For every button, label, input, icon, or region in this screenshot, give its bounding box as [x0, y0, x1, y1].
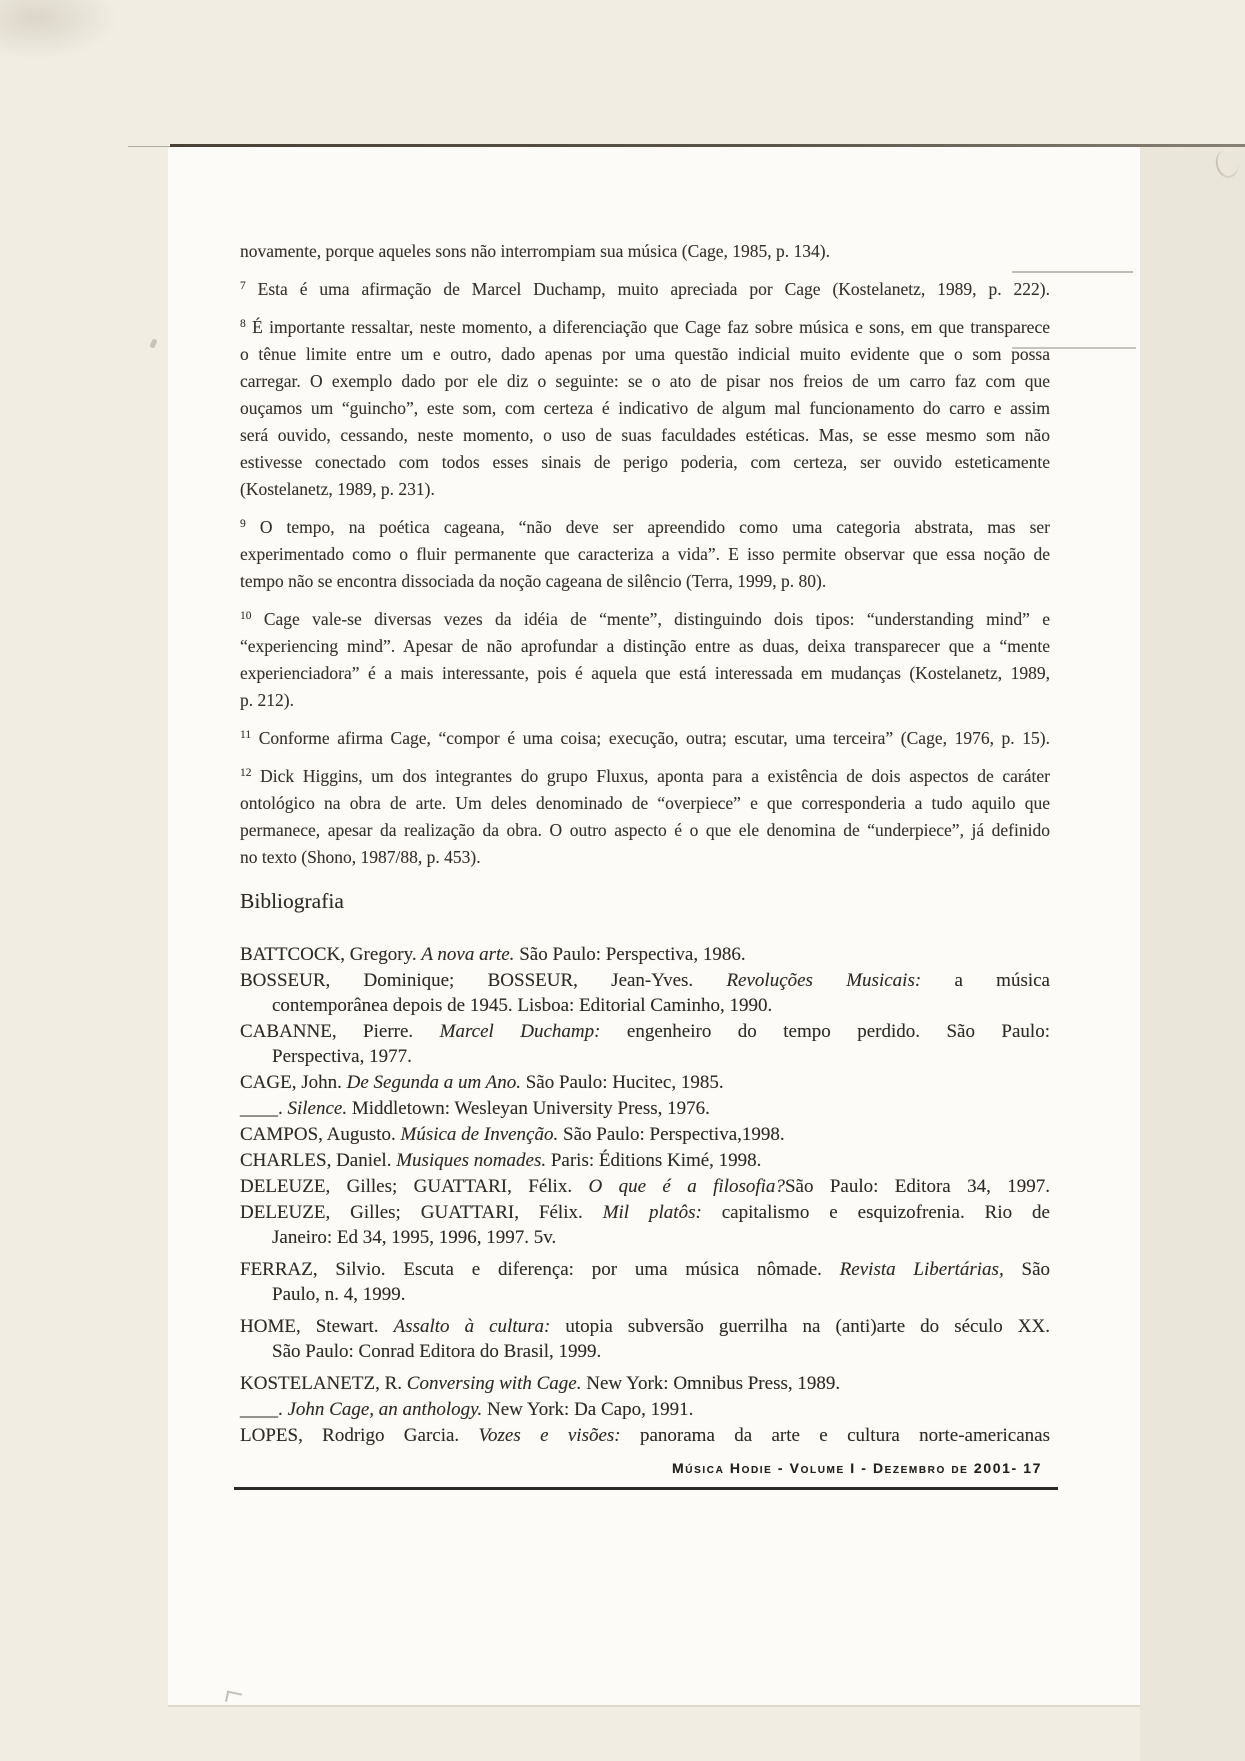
page-top-edge-line: [170, 144, 1245, 147]
text-segment: (Kostelanetz, 1989, p. 231).: [240, 479, 435, 499]
text-line: [240, 449, 1050, 476]
text-segment: será ouvido, cessando, neste momento, o uso de suas faculdades estéticas. Mas, se esse mesmo som não: [240, 425, 1050, 445]
text-line: [240, 844, 1050, 871]
text-segment: HOME, Stewart.: [240, 1316, 394, 1337]
text-line: [240, 1070, 1050, 1095]
text-segment: CAGE, John.: [240, 1072, 347, 1093]
text-segment: capitalismo e esquizofrenia. Rio de: [701, 1202, 1050, 1223]
text-line: [240, 1148, 1050, 1173]
text-segment: LOPES, Rodrigo Garcia.: [240, 1425, 479, 1446]
footnote: [240, 311, 1050, 503]
text-segment: novamente, porque aqueles sons não interrompiam sua música (Cage, 1985, p. 134).: [240, 241, 830, 261]
bibliography-entry: [240, 1314, 1050, 1364]
text-segment: permanece, apesar da realização da obra. O outro aspecto é o que ele denomina de “underpiece”, já definido: [240, 820, 1050, 840]
text-line: [240, 1314, 1050, 1339]
text-segment: tempo não se encontra dissociada da noção cageana de silêncio (Terra, 1999, p. 80).: [240, 571, 827, 591]
scan-corner-smudge: [0, 0, 120, 60]
text-line: [240, 1019, 1050, 1044]
work-title: Assalto à cultura:: [393, 1316, 551, 1337]
work-title: De Segunda a um Ano.: [346, 1072, 521, 1093]
text-segment: no texto (Shono, 1987/88, p. 453).: [240, 847, 481, 867]
bibliography-entry: [240, 1148, 1050, 1173]
bibliography-entry: [240, 1257, 1050, 1307]
text-segment: “experiencing mind”. Apesar de não aprofundar a distinção entre as duas, deixa transparecer que a “mente: [240, 636, 1050, 656]
footnote-number: 9: [240, 518, 246, 530]
bibliography-entry: [240, 1096, 1050, 1121]
text-line: [240, 238, 1050, 265]
text-segment: É importante ressaltar, neste momento, a diferenciação que Cage faz sobre música e sons, em que transparece: [245, 317, 1050, 337]
text-segment: São Paulo: Perspectiva,1998.: [558, 1124, 785, 1145]
text-segment: Middletown: Wesleyan University Press, 1976.: [347, 1098, 710, 1119]
work-title: Silence.: [287, 1098, 348, 1119]
text-segment: O tempo, na poética cageana, “não deve ser apreendido como uma categoria abstrata, mas ser: [245, 517, 1050, 537]
text-line: [240, 368, 1050, 395]
text-segment: KOSTELANETZ, R.: [240, 1373, 407, 1394]
text-line: [240, 1225, 1050, 1250]
bibliography-entry: [240, 1174, 1050, 1199]
work-title: Vozes e visões:: [478, 1425, 621, 1446]
text-segment: contemporânea depois de 1945. Lisboa: Editorial Caminho, 1990.: [272, 995, 773, 1016]
text-line: [240, 942, 1050, 967]
bibliography-entry: [240, 1122, 1050, 1147]
footnotes-block: [240, 238, 1050, 879]
text-line: [240, 311, 1050, 341]
text-line: [240, 687, 1050, 714]
text-segment: utopia subversão guerrilha na (anti)arte do século XX.: [550, 1316, 1050, 1337]
work-title: Conversing with Cage.: [406, 1373, 582, 1394]
work-title: Música de Invenção.: [400, 1124, 559, 1145]
text-segment: ____.: [240, 1399, 288, 1420]
bibliography-entry: [240, 1423, 1050, 1448]
text-segment: ouçamos um “guincho”, este som, com certeza é indicativo de algum mal funcionamento do carro e assim: [240, 398, 1050, 418]
text-segment: São Paulo: Hucitec, 1985.: [520, 1072, 724, 1093]
text-segment: panorama da arte e cultura norte-americanas: [620, 1425, 1050, 1446]
text-line: [240, 817, 1050, 844]
bibliography-list: [240, 942, 1050, 1449]
text-segment: CABANNE, Pierre.: [240, 1021, 440, 1042]
work-title: Mil platôs:: [602, 1202, 702, 1223]
text-segment: Janeiro: Ed 34, 1995, 1996, 1997. 5v.: [272, 1227, 557, 1248]
text-segment: a música: [921, 970, 1050, 991]
text-segment: Conforme afirma Cage, “compor é uma coisa; execução, outra; escutar, uma terceira” (Cage, 1976, p. 15).: [251, 728, 1050, 748]
bibliography-entry: [240, 942, 1050, 967]
text-segment: Esta é uma afirmação de Marcel Duchamp, muito apreciada por Cage (Kostelanetz, 1989, p. 222).: [245, 279, 1050, 299]
text-line: [240, 476, 1050, 503]
work-title: Marcel Duchamp:: [439, 1021, 601, 1042]
text-line: [240, 1282, 1050, 1307]
bibliography-entry: [240, 1200, 1050, 1250]
work-title: John Cage, an anthology.: [287, 1399, 483, 1420]
bibliography-entry: [240, 968, 1050, 1018]
page-bottom-edge: [168, 1705, 1140, 1707]
bibliography-entry: [240, 1397, 1050, 1422]
text-line: [240, 1371, 1050, 1396]
text-segment: DELEUZE, Gilles; GUATTARI, Félix.: [240, 1176, 589, 1197]
text-line: [240, 603, 1050, 633]
text-line: [240, 541, 1050, 568]
text-segment: Paulo, n. 4, 1999.: [272, 1284, 406, 1305]
text-line: [240, 395, 1050, 422]
work-title: O que é a filosofia?: [588, 1176, 785, 1197]
footnote: [240, 511, 1050, 595]
text-segment: New York: Da Capo, 1991.: [482, 1399, 694, 1420]
footnote-number: 11: [240, 729, 252, 741]
page-top-edge-line-faint: [128, 146, 172, 147]
text-segment: BATTCOCK, Gregory.: [240, 944, 422, 965]
text-segment: Dick Higgins, um dos integrantes do grupo Fluxus, aponta para a existência de dois aspectos de caráter: [251, 766, 1050, 786]
footnote: [240, 238, 1050, 265]
text-line: [240, 273, 1050, 303]
footnote-number: 12: [240, 767, 252, 779]
text-line: [240, 633, 1050, 660]
text-line: [240, 722, 1050, 752]
footnote: [240, 722, 1050, 752]
text-segment: BOSSEUR, Dominique; BOSSEUR, Jean-Yves.: [240, 970, 727, 991]
text-line: [240, 1423, 1050, 1448]
text-segment: engenheiro do tempo perdido. São Paulo:: [600, 1021, 1050, 1042]
text-line: [240, 422, 1050, 449]
text-segment: DELEUZE, Gilles; GUATTARI, Félix.: [240, 1202, 603, 1223]
footnote: [240, 273, 1050, 303]
text-segment: Perspectiva, 1977.: [272, 1046, 412, 1067]
text-segment: Cage vale-se diversas vezes da idéia de “mente”, distinguindo dois tipos: “understanding mind” e: [251, 609, 1050, 629]
text-segment: CAMPOS, Augusto.: [240, 1124, 401, 1145]
text-segment: FERRAZ, Silvio. Escuta e diferença: por uma música nômade.: [240, 1259, 840, 1280]
text-line: [240, 568, 1050, 595]
text-segment: New York: Omnibus Press, 1989.: [581, 1373, 841, 1394]
journal-footer-text: Música Hodie - Volume I - Dezembro de 2001- 17: [672, 1460, 1042, 1476]
work-title: Revista Libertárias,: [839, 1259, 1004, 1280]
work-title: Revoluções Musicais:: [726, 970, 922, 991]
text-segment: São Paulo: Perspectiva, 1986.: [514, 944, 746, 965]
text-segment: p. 212).: [240, 690, 294, 710]
work-title: A nova arte.: [421, 944, 515, 965]
scan-right-margin-strip: [1140, 147, 1245, 1761]
text-segment: CHARLES, Daniel.: [240, 1150, 397, 1171]
text-segment: São Paulo: Editora 34, 1997.: [784, 1176, 1050, 1197]
text-segment: carregar. O exemplo dado por ele diz o seguinte: se o ato de pisar nos freios de um carro faz com que: [240, 371, 1050, 391]
text-line: [240, 1174, 1050, 1199]
text-line: [240, 660, 1050, 687]
footer-rule: [234, 1487, 1058, 1490]
text-line: [240, 1122, 1050, 1147]
footnote-number: 8: [240, 318, 246, 330]
footnote: [240, 603, 1050, 714]
footnote: [240, 760, 1050, 871]
work-title: Musiques nomades.: [396, 1150, 547, 1171]
text-line: [240, 511, 1050, 541]
text-segment: estivesse conectado com todos esses sinais de perigo poderia, com certeza, ser ouvido esteticamente: [240, 452, 1050, 472]
text-line: [240, 341, 1050, 368]
footnote-number: 7: [240, 280, 246, 292]
text-line: [240, 1397, 1050, 1422]
text-line: [240, 1200, 1050, 1225]
text-segment: São Paulo: Conrad Editora do Brasil, 1999.: [272, 1341, 602, 1362]
bibliography-entry: [240, 1019, 1050, 1069]
bibliography-entry: [240, 1371, 1050, 1396]
bibliography-entry: [240, 1070, 1050, 1095]
text-line: [240, 1044, 1050, 1069]
text-segment: ____.: [240, 1098, 288, 1119]
text-segment: o tênue limite entre um e outro, dado apenas por uma questão indicial muito evidente que o som possa: [240, 344, 1050, 364]
text-segment: experimentado como o fluir permanente que caracteriza a vida”. E isso permite observar que essa noção de: [240, 544, 1050, 564]
text-line: [240, 790, 1050, 817]
text-line: [240, 1257, 1050, 1282]
text-line: [240, 760, 1050, 790]
text-segment: São: [1003, 1259, 1050, 1280]
text-segment: experienciadora” é a mais interessante, pois é aquela que está interessada em mudanças (Kostelanetz, 1989,: [240, 663, 1050, 683]
text-segment: ontológico na obra de arte. Um deles denominado de “overpiece” e que corresponderia a tudo aquilo que: [240, 793, 1050, 813]
text-segment: Paris: Éditions Kimé, 1998.: [546, 1150, 762, 1171]
text-line: [240, 993, 1050, 1018]
scan-speck: [149, 338, 157, 348]
text-line: [240, 1096, 1050, 1121]
footnote-number: 10: [240, 610, 252, 622]
text-line: [240, 1339, 1050, 1364]
bibliography-title: Bibliografia: [240, 889, 344, 913]
text-line: [240, 968, 1050, 993]
